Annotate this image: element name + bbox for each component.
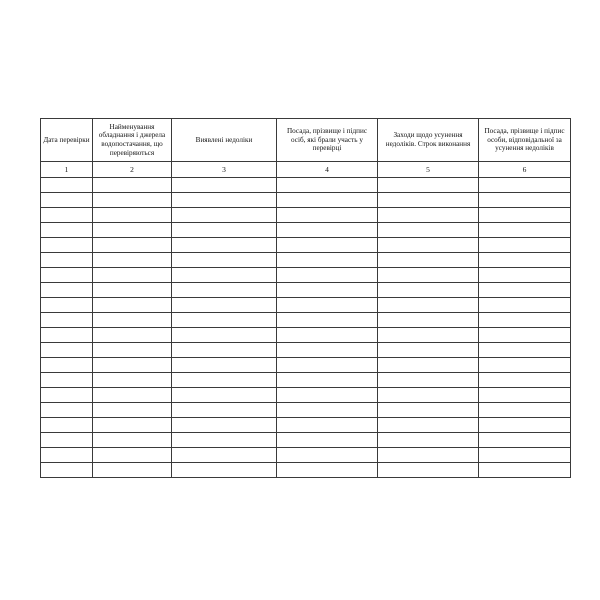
blank-entry-cell bbox=[378, 238, 479, 253]
blank-entry-row bbox=[41, 178, 571, 193]
blank-entry-row bbox=[41, 283, 571, 298]
blank-entry-cell bbox=[172, 238, 277, 253]
blank-entry-cell bbox=[479, 313, 571, 328]
blank-entry-cell bbox=[378, 463, 479, 478]
blank-entry-cell bbox=[172, 358, 277, 373]
column-number-row bbox=[41, 162, 571, 178]
column-number: 3 bbox=[172, 162, 277, 178]
blank-entry-cell bbox=[378, 343, 479, 358]
blank-entry-cell bbox=[479, 283, 571, 298]
blank-entry-cell bbox=[41, 433, 93, 448]
blank-entry-cell bbox=[479, 238, 571, 253]
blank-entry-cell bbox=[172, 268, 277, 283]
column-number: 5 bbox=[378, 162, 479, 178]
blank-entry-row bbox=[41, 463, 571, 478]
blank-entry-cell bbox=[277, 193, 378, 208]
blank-entry-cell bbox=[41, 418, 93, 433]
blank-entry-cell bbox=[172, 388, 277, 403]
blank-entry-cell bbox=[41, 208, 93, 223]
blank-entry-row bbox=[41, 328, 571, 343]
blank-entry-cell bbox=[172, 253, 277, 268]
blank-entry-cell bbox=[378, 208, 479, 223]
blank-entry-cell bbox=[172, 403, 277, 418]
blank-entry-cell bbox=[93, 313, 172, 328]
blank-entry-cell bbox=[479, 418, 571, 433]
blank-entry-cell bbox=[479, 328, 571, 343]
blank-entry-cell bbox=[172, 418, 277, 433]
blank-entry-cell bbox=[172, 448, 277, 463]
blank-entry-cell bbox=[479, 358, 571, 373]
blank-entry-cell bbox=[479, 403, 571, 418]
blank-entry-cell bbox=[93, 268, 172, 283]
blank-entry-cell bbox=[378, 373, 479, 388]
blank-entry-cell bbox=[378, 253, 479, 268]
blank-entry-cell bbox=[277, 403, 378, 418]
blank-entry-cell bbox=[172, 433, 277, 448]
blank-entry-cell bbox=[93, 223, 172, 238]
blank-entry-cell bbox=[41, 328, 93, 343]
blank-entry-cell bbox=[378, 178, 479, 193]
blank-entry-cell bbox=[479, 463, 571, 478]
blank-entry-cell bbox=[378, 193, 479, 208]
blank-entry-cell bbox=[41, 373, 93, 388]
blank-entry-cell bbox=[277, 343, 378, 358]
blank-entry-cell bbox=[93, 298, 172, 313]
blank-entry-cell bbox=[93, 178, 172, 193]
blank-entry-cell bbox=[172, 373, 277, 388]
blank-entry-cell bbox=[277, 433, 378, 448]
blank-entry-cell bbox=[479, 193, 571, 208]
blank-entry-row bbox=[41, 358, 571, 373]
blank-entry-row bbox=[41, 223, 571, 238]
blank-entry-cell bbox=[378, 433, 479, 448]
blank-entry-cell bbox=[41, 358, 93, 373]
blank-entry-cell bbox=[93, 388, 172, 403]
column-header-corrective-measures: Заходи щодо усунення недоліків. Строк виконання bbox=[378, 119, 479, 162]
column-number: 1 bbox=[41, 162, 93, 178]
blank-entry-cell bbox=[93, 448, 172, 463]
blank-entry-cell bbox=[277, 298, 378, 313]
blank-entry-cell bbox=[93, 373, 172, 388]
blank-entry-cell bbox=[93, 403, 172, 418]
blank-entry-cell bbox=[41, 283, 93, 298]
blank-entry-cell bbox=[172, 328, 277, 343]
blank-entry-cell bbox=[277, 208, 378, 223]
blank-entry-cell bbox=[479, 373, 571, 388]
blank-entry-cell bbox=[479, 253, 571, 268]
column-header-inspectors: Посада, прізвище і підпис осіб, які брали участь у перевірці bbox=[277, 119, 378, 162]
blank-entry-cell bbox=[378, 388, 479, 403]
blank-entry-cell bbox=[41, 313, 93, 328]
blank-entry-cell bbox=[93, 193, 172, 208]
blank-entry-cell bbox=[378, 268, 479, 283]
blank-entry-cell bbox=[378, 313, 479, 328]
blank-entry-cell bbox=[277, 238, 378, 253]
inspection-log-table bbox=[40, 118, 571, 478]
blank-entry-cell bbox=[277, 328, 378, 343]
blank-entry-row bbox=[41, 298, 571, 313]
blank-entry-cell bbox=[479, 268, 571, 283]
blank-entry-cell bbox=[479, 223, 571, 238]
blank-entry-row bbox=[41, 388, 571, 403]
blank-entry-cell bbox=[479, 448, 571, 463]
blank-entry-cell bbox=[479, 298, 571, 313]
header-row bbox=[41, 119, 571, 162]
blank-entry-cell bbox=[277, 358, 378, 373]
blank-entry-cell bbox=[378, 448, 479, 463]
column-header-defects-found: Виявлені недоліки bbox=[172, 119, 277, 162]
blank-entry-cell bbox=[277, 418, 378, 433]
blank-entry-cell bbox=[479, 433, 571, 448]
blank-entry-cell bbox=[93, 283, 172, 298]
blank-entry-cell bbox=[41, 268, 93, 283]
blank-entry-cell bbox=[378, 223, 479, 238]
blank-entry-cell bbox=[93, 238, 172, 253]
blank-entry-cell bbox=[172, 283, 277, 298]
blank-entry-row bbox=[41, 448, 571, 463]
blank-entry-cell bbox=[172, 208, 277, 223]
blank-entry-cell bbox=[172, 193, 277, 208]
blank-entry-cell bbox=[41, 343, 93, 358]
blank-entry-cell bbox=[479, 208, 571, 223]
blank-entry-cell bbox=[41, 388, 93, 403]
blank-entry-cell bbox=[378, 403, 479, 418]
column-number: 6 bbox=[479, 162, 571, 178]
blank-entry-cell bbox=[41, 448, 93, 463]
blank-entry-cell bbox=[41, 463, 93, 478]
blank-entry-cell bbox=[41, 178, 93, 193]
blank-entry-cell bbox=[378, 283, 479, 298]
blank-entry-cell bbox=[277, 253, 378, 268]
blank-entry-cell bbox=[277, 463, 378, 478]
blank-entry-cell bbox=[93, 253, 172, 268]
blank-entry-row bbox=[41, 238, 571, 253]
blank-entry-cell bbox=[41, 223, 93, 238]
blank-entry-cell bbox=[172, 463, 277, 478]
blank-entry-row bbox=[41, 433, 571, 448]
blank-entry-cell bbox=[41, 238, 93, 253]
blank-entry-cell bbox=[277, 448, 378, 463]
blank-entry-cell bbox=[172, 343, 277, 358]
blank-entry-row bbox=[41, 193, 571, 208]
column-header-responsible-person: Посада, прізвище і підпис особи, відповідальної за усунення недоліків bbox=[479, 119, 571, 162]
column-number: 2 bbox=[93, 162, 172, 178]
blank-entry-row bbox=[41, 418, 571, 433]
blank-entry-cell bbox=[277, 178, 378, 193]
column-number: 4 bbox=[277, 162, 378, 178]
blank-entry-cell bbox=[172, 313, 277, 328]
blank-entry-cell bbox=[479, 178, 571, 193]
blank-entry-cell bbox=[93, 328, 172, 343]
blank-entry-row bbox=[41, 313, 571, 328]
blank-entry-cell bbox=[277, 313, 378, 328]
blank-entry-cell bbox=[378, 358, 479, 373]
blank-entry-row bbox=[41, 208, 571, 223]
blank-entry-cell bbox=[378, 418, 479, 433]
blank-entry-cell bbox=[93, 463, 172, 478]
blank-entry-cell bbox=[41, 253, 93, 268]
blank-entry-cell bbox=[93, 358, 172, 373]
blank-entry-cell bbox=[41, 193, 93, 208]
column-header-inspection-date: Дата перевірки bbox=[41, 119, 93, 162]
blank-entry-cell bbox=[277, 388, 378, 403]
blank-entry-cell bbox=[41, 298, 93, 313]
blank-entry-row bbox=[41, 403, 571, 418]
blank-entry-cell bbox=[479, 343, 571, 358]
blank-entry-cell bbox=[479, 388, 571, 403]
blank-entry-cell bbox=[378, 298, 479, 313]
blank-entry-row bbox=[41, 343, 571, 358]
blank-entry-cell bbox=[41, 403, 93, 418]
blank-entry-row bbox=[41, 268, 571, 283]
blank-entry-cell bbox=[277, 223, 378, 238]
blank-entry-cell bbox=[172, 223, 277, 238]
column-header-equipment-name: Найменування обладнання і джерела водопостачання, що перевіряються bbox=[93, 119, 172, 162]
blank-entry-cell bbox=[93, 208, 172, 223]
blank-entry-cell bbox=[277, 283, 378, 298]
blank-entry-cell bbox=[93, 343, 172, 358]
blank-entry-row bbox=[41, 253, 571, 268]
blank-entry-cell bbox=[172, 298, 277, 313]
blank-entry-cell bbox=[378, 328, 479, 343]
blank-entry-cell bbox=[93, 433, 172, 448]
blank-entry-cell bbox=[277, 373, 378, 388]
blank-entry-cell bbox=[93, 418, 172, 433]
blank-entry-cell bbox=[277, 268, 378, 283]
blank-entry-cell bbox=[172, 178, 277, 193]
blank-entry-row bbox=[41, 373, 571, 388]
